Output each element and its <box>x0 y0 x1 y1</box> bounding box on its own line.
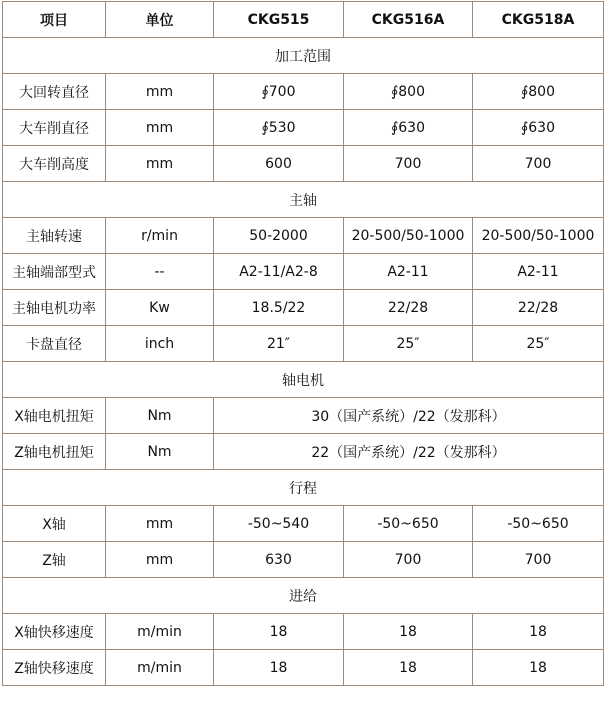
row-unit: mm <box>106 74 214 110</box>
row-unit: Kw <box>106 290 214 326</box>
row-unit: Nm <box>106 398 214 434</box>
row-value: 700 <box>344 542 473 578</box>
row-value: ∮630 <box>344 110 473 146</box>
table-row <box>3 650 604 686</box>
header-unit: 单位 <box>106 2 214 38</box>
row-label: Z轴 <box>3 542 106 578</box>
row-value: 600 <box>214 146 344 182</box>
row-value: ∮530 <box>214 110 344 146</box>
row-label: 主轴转速 <box>3 218 106 254</box>
table-row <box>3 290 604 326</box>
row-unit: m/min <box>106 650 214 686</box>
row-unit: -- <box>106 254 214 290</box>
spec-table <box>2 1 604 686</box>
row-label: X轴快移速度 <box>3 614 106 650</box>
header-model-1: CKG515 <box>214 2 344 38</box>
row-value: 700 <box>344 146 473 182</box>
table-row <box>3 254 604 290</box>
row-value: A2-11 <box>473 254 604 290</box>
row-unit: Nm <box>106 434 214 470</box>
row-value: 18.5/22 <box>214 290 344 326</box>
row-value: 700 <box>473 146 604 182</box>
row-value: 20-500/50-1000 <box>473 218 604 254</box>
section-row <box>3 182 604 218</box>
row-label: 主轴电机功率 <box>3 290 106 326</box>
section-row <box>3 578 604 614</box>
row-value: 21″ <box>214 326 344 362</box>
section-title: 轴电机 <box>3 362 604 398</box>
section-row <box>3 362 604 398</box>
row-value: A2-11/A2-8 <box>214 254 344 290</box>
row-value: A2-11 <box>344 254 473 290</box>
section-title: 加工范围 <box>3 38 604 74</box>
header-model-3: CKG518A <box>473 2 604 38</box>
table-row <box>3 74 604 110</box>
row-value: 18 <box>214 650 344 686</box>
table-row <box>3 146 604 182</box>
row-value: 630 <box>214 542 344 578</box>
section-title: 进给 <box>3 578 604 614</box>
table-row <box>3 614 604 650</box>
row-value: 18 <box>344 614 473 650</box>
header-model-2: CKG516A <box>344 2 473 38</box>
row-value: 20-500/50-1000 <box>344 218 473 254</box>
row-value: ∮800 <box>344 74 473 110</box>
row-unit: m/min <box>106 614 214 650</box>
table-row <box>3 326 604 362</box>
table-row <box>3 434 604 470</box>
row-label: 大车削高度 <box>3 146 106 182</box>
row-value: -50~540 <box>214 506 344 542</box>
section-row <box>3 38 604 74</box>
row-label: Z轴快移速度 <box>3 650 106 686</box>
row-value: 18 <box>473 614 604 650</box>
row-value: 18 <box>344 650 473 686</box>
table-row <box>3 542 604 578</box>
row-value: 50-2000 <box>214 218 344 254</box>
row-value: -50~650 <box>473 506 604 542</box>
row-unit: mm <box>106 146 214 182</box>
row-unit: mm <box>106 542 214 578</box>
table-header-row <box>3 2 604 38</box>
row-label: X轴 <box>3 506 106 542</box>
row-label: Z轴电机扭矩 <box>3 434 106 470</box>
header-item: 项目 <box>3 2 106 38</box>
row-value: 700 <box>473 542 604 578</box>
table-row <box>3 398 604 434</box>
row-unit: mm <box>106 110 214 146</box>
row-value: -50~650 <box>344 506 473 542</box>
row-merged-value: 30（国产系统）/22（发那科） <box>214 398 604 434</box>
row-label: 主轴端部型式 <box>3 254 106 290</box>
row-value: 18 <box>473 650 604 686</box>
row-value: ∮700 <box>214 74 344 110</box>
table-row <box>3 218 604 254</box>
row-value: 25″ <box>473 326 604 362</box>
row-value: ∮800 <box>473 74 604 110</box>
table-row <box>3 110 604 146</box>
row-merged-value: 22（国产系统）/22（发那科） <box>214 434 604 470</box>
row-value: ∮630 <box>473 110 604 146</box>
row-label: 大回转直径 <box>3 74 106 110</box>
row-label: X轴电机扭矩 <box>3 398 106 434</box>
row-value: 18 <box>214 614 344 650</box>
section-row <box>3 470 604 506</box>
section-title: 行程 <box>3 470 604 506</box>
row-label: 卡盘直径 <box>3 326 106 362</box>
row-value: 22/28 <box>473 290 604 326</box>
table-row <box>3 506 604 542</box>
row-unit: mm <box>106 506 214 542</box>
row-value: 25″ <box>344 326 473 362</box>
row-value: 22/28 <box>344 290 473 326</box>
section-title: 主轴 <box>3 182 604 218</box>
row-label: 大车削直径 <box>3 110 106 146</box>
row-unit: r/min <box>106 218 214 254</box>
row-unit: inch <box>106 326 214 362</box>
